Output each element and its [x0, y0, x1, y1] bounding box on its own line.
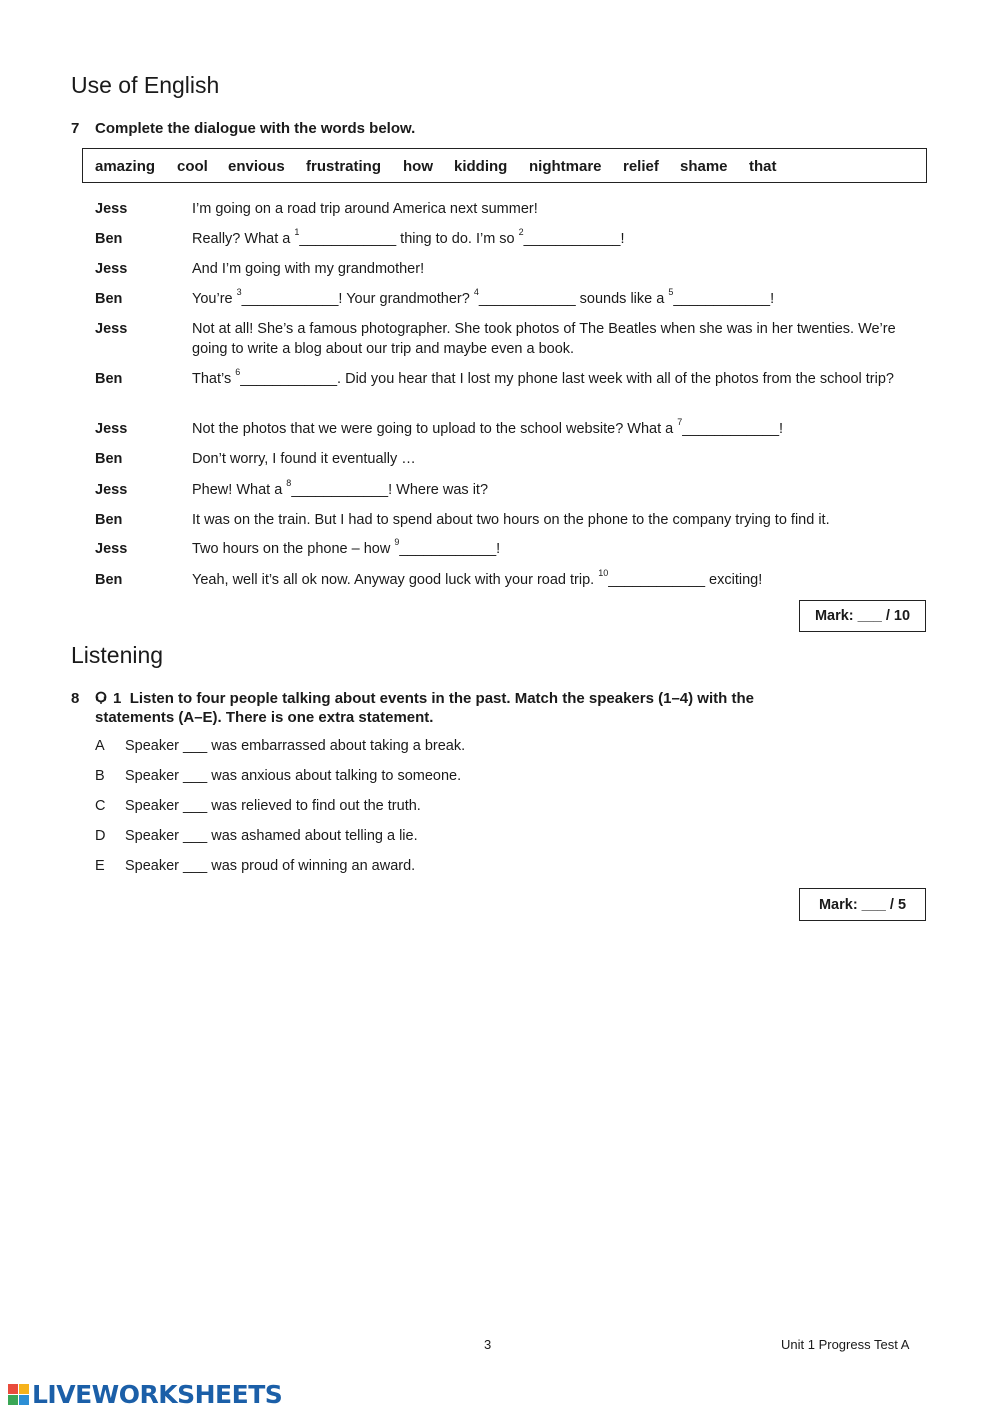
statement-text: Speaker ___ was embarrassed about taking a break.	[125, 738, 466, 754]
gap-number: 10	[598, 568, 609, 579]
speaker-name: Jess	[95, 321, 128, 337]
dialogue-text-segment: Don’t worry, I found it eventually …	[192, 451, 416, 467]
dialogue-text-segment: Not the photos that we were going to upload to the school website? What a	[192, 421, 678, 437]
dialogue-text-segment: ____________!	[673, 291, 775, 307]
task-instruction-line2: statements (A–E). There is one extra statement.	[95, 709, 434, 726]
statement-text: Speaker ___ was relieved to find out the truth.	[125, 798, 421, 814]
statement-letter: C	[95, 798, 106, 814]
word-bank-item: amazing	[95, 158, 156, 175]
word-bank-item: envious	[228, 158, 285, 175]
speaker-name: Jess	[95, 261, 128, 277]
word-bank-item: how	[403, 158, 433, 175]
dialogue-text-segment: ____________! Your grandmother?	[241, 291, 474, 307]
dialogue-text-segment: ____________. Did you hear that I lost my phone last week with all of the photos from the school trip?	[240, 371, 894, 387]
word-bank-item: frustrating	[306, 158, 381, 175]
dialogue-text-segment: Phew! What a	[192, 482, 287, 498]
dialogue-text-segment: ____________ sounds like a	[478, 291, 669, 307]
dialogue-text-segment: ____________!	[399, 541, 501, 557]
dialogue-text-segment: ____________ exciting!	[608, 572, 763, 588]
dialogue-text	[192, 289, 912, 309]
dialogue-text-segment: That’s	[192, 371, 236, 387]
word-bank-item: that	[749, 158, 777, 175]
dialogue-text	[192, 319, 912, 359]
gap-number: 6	[235, 367, 241, 378]
word-bank-item: nightmare	[529, 158, 602, 175]
section-title-listening: Listening	[71, 642, 164, 668]
gap-number: 3	[236, 287, 242, 298]
speaker-name: Ben	[95, 572, 123, 588]
dialogue-text	[192, 229, 912, 249]
task-instruction	[95, 690, 754, 707]
statement-letter: A	[95, 738, 105, 754]
word-bank-item: kidding	[454, 158, 508, 175]
dialogue-text	[192, 449, 912, 469]
task-number: 7	[71, 120, 80, 137]
task-8-heading	[71, 690, 921, 730]
speaker-name: Jess	[95, 541, 128, 557]
statement-text: Speaker ___ was ashamed about telling a lie.	[125, 828, 418, 844]
dialogue-text	[192, 510, 912, 530]
test-name: Unit 1 Progress Test A	[781, 1337, 910, 1352]
statement-text: Speaker ___ was proud of winning an award.	[125, 858, 416, 874]
gap-number: 5	[668, 287, 674, 298]
task-instruction: Complete the dialogue with the words below.	[95, 120, 416, 137]
dialogue-text	[192, 259, 912, 279]
dialogue-text-segment: And I’m going with my grandmother!	[192, 261, 425, 277]
statement-letter: E	[95, 858, 105, 874]
dialogue-text-segment: Yeah, well it’s all ok now. Anyway good luck with your road trip.	[192, 572, 599, 588]
dialogue-text-segment: You’re	[192, 291, 237, 307]
dialogue-text-segment: ____________ thing to do. I’m so	[299, 231, 519, 247]
speaker-name: Jess	[95, 201, 128, 217]
speaker-name: Jess	[95, 421, 128, 437]
page-number: 3	[484, 1337, 492, 1352]
dialogue-text-segment: Really? What a	[192, 231, 295, 247]
mark-box-task-7: Mark: ___ / 10	[799, 600, 926, 632]
dialogue-text-segment: ____________!	[523, 231, 625, 247]
speaker-name: Ben	[95, 231, 123, 247]
gap-number: 4	[473, 287, 479, 298]
task-number: 8	[71, 690, 80, 707]
word-bank	[82, 148, 927, 183]
task-instruction-line1: Listen to four people talking about events in the past. Match the speakers (1–4) with the	[129, 690, 754, 707]
statement-letter: B	[95, 768, 105, 784]
dialogue-text-segment: Not at all! She’s a famous photographer. She took photos of The Beatles when she was in her twenties. We’re going to write a blog about our trip and maybe even a book.	[192, 321, 896, 357]
dialogue-text-segment: I’m going on a road trip around America next summer!	[192, 201, 538, 217]
task-7-heading	[71, 120, 871, 140]
speaker-name: Ben	[95, 291, 123, 307]
statement-letter: D	[95, 828, 106, 844]
dialogue-text-segment: Two hours on the phone – how	[192, 541, 395, 557]
logo-text: LIVEWORKSHEETS	[32, 1380, 283, 1409]
speaker-name: Jess	[95, 482, 128, 498]
gap-number: 2	[518, 227, 524, 238]
dialogue-text	[192, 369, 912, 389]
speaker-name: Ben	[95, 512, 123, 528]
dialogue-text	[192, 199, 912, 219]
logo-blocks-icon	[8, 1384, 30, 1406]
statement-text: Speaker ___ was anxious about talking to someone.	[125, 768, 462, 784]
audio-track-icon	[95, 691, 107, 705]
word-bank-item: shame	[680, 158, 728, 175]
dialogue-text	[192, 570, 912, 590]
dialogue-text-segment: It was on the train. But I had to spend about two hours on the phone to the company trying to find it.	[192, 512, 830, 528]
mark-box-task-8: Mark: ___ / 5	[799, 888, 926, 921]
dialogue-text	[192, 480, 912, 500]
section-title-use-of-english: Use of English	[71, 72, 220, 98]
gap-number: 8	[286, 478, 292, 489]
speaker-name: Ben	[95, 451, 123, 467]
dialogue-text-segment: ____________!	[682, 421, 784, 437]
dialogue-text	[192, 539, 912, 559]
gap-number: 1	[294, 227, 300, 238]
dialogue-text-segment: ____________! Where was it?	[291, 482, 489, 498]
audio-track-number: 1	[113, 690, 122, 707]
dialogue-text	[192, 419, 912, 439]
word-bank-item: cool	[177, 158, 208, 175]
gap-number: 9	[394, 537, 400, 548]
gap-number: 7	[677, 417, 683, 428]
word-bank-item: relief	[623, 158, 659, 175]
speaker-name: Ben	[95, 371, 123, 387]
